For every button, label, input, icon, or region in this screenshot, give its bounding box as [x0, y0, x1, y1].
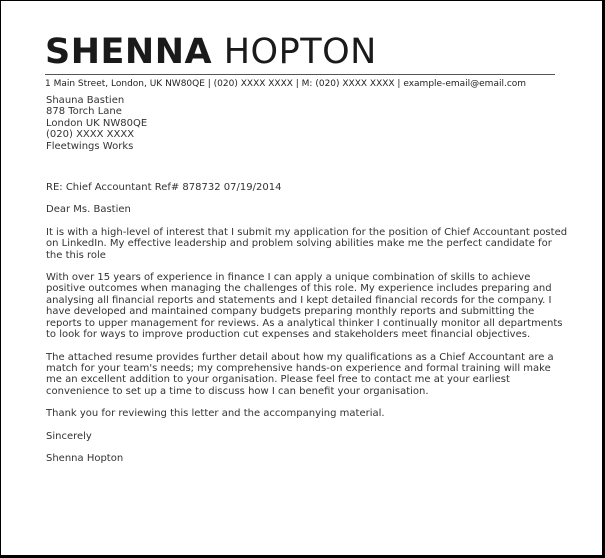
recipient-street: 878 Torch Lane — [46, 106, 122, 118]
salutation: Dear Ms. Bastien — [46, 204, 131, 216]
letter-body — [46, 95, 568, 464]
letterhead — [45, 32, 565, 90]
closing: Sincerely — [46, 430, 92, 442]
paragraph-experience: With over 15 years of experience in finance I can apply a unique combination of skills to achieve positive outcomes when managing the challenges of this role. My experience includes preparing and analysing all financial reports and statements and I kept detailed financial records for the company. I have developed and maintained company budgets preparing monthly reports and submitting the reports to upper management for reviews. As a analytical thinker I continually monitor all departments to look for ways to improve production cut expenses and stakeholders meet financial objectives. — [46, 272, 563, 341]
signature-name: Shenna Hopton — [46, 452, 124, 464]
paragraph-resume: The attached resume provides further detail about how my qualifications as a Chief Accountant are a match for your team's needs; my comprehensive hands-on experience and formal training will make me an excellent addition to your organisation. Please feel free to contact me at your earliest convenience to set up a time to discuss how I can benefit your organisation. — [46, 351, 554, 397]
sender-contact-line: 1 Main Street, London, UK NW80QE | (020) XXXX XXXX | M: (020) XXXX XXXX | example-email@email.com — [45, 74, 555, 90]
paragraph-thanks: Thank you for reviewing this letter and the accompanying material. — [46, 408, 385, 420]
sender-name — [45, 32, 565, 72]
reference-line: RE: Chief Accountant Ref# 878732 07/19/2014 — [46, 182, 282, 194]
recipient-company: Fleetwings Works — [46, 140, 134, 152]
recipient-phone: (020) XXXX XXXX — [46, 129, 135, 141]
sender-last-name: HOPTON — [223, 32, 377, 72]
recipient-address-block — [46, 95, 568, 152]
sender-first-name: SHENNA — [45, 32, 213, 72]
paragraph-intro: It is with a high-level of interest that I submit my application for the position of Chief Accountant posted on LinkedIn. My effective leadership and problem solving abilities make me the perfect candidate for the this role — [46, 226, 568, 261]
recipient-name: Shauna Bastien — [46, 95, 125, 106]
recipient-city: London UK NW80QE — [46, 117, 148, 129]
